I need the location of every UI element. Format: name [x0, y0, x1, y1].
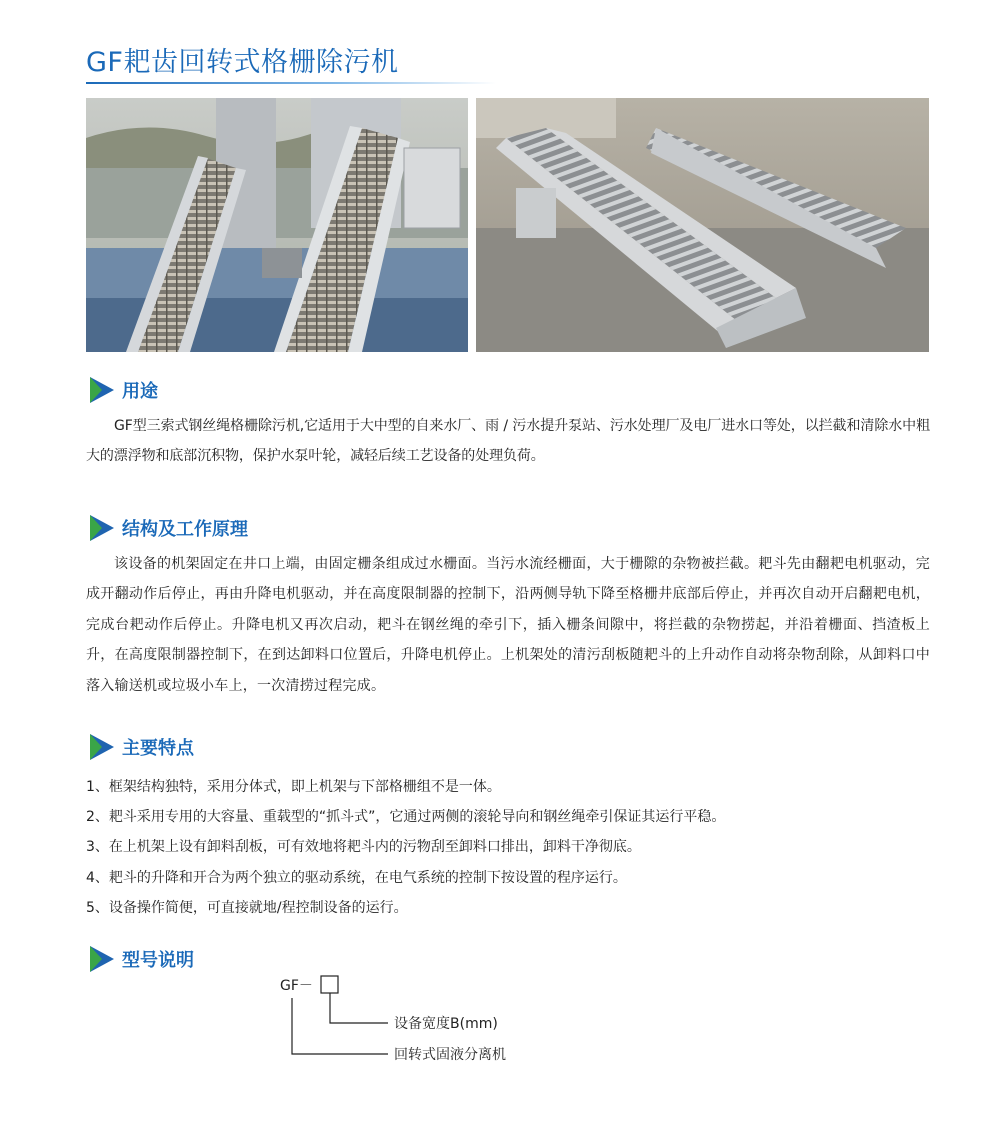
title-underline [86, 82, 496, 84]
model-label-width: 设备宽度B(mm) [394, 1016, 498, 1032]
triangle-arrow-icon [88, 515, 116, 541]
triangle-arrow-icon [88, 946, 116, 972]
heading-text: 型号说明 [122, 950, 194, 971]
section-heading-usage [88, 377, 158, 403]
model-code-box [321, 976, 338, 993]
product-photo-outdoor [86, 98, 468, 352]
heading-text: 用途 [122, 381, 158, 402]
list-item: 4、耙斗的升降和开合为两个独立的驱动系统，在电气系统的控制下按设置的程序运行。 [86, 869, 627, 886]
section-heading-features [88, 734, 194, 760]
triangle-arrow-icon [88, 734, 116, 760]
list-item: 3、在上机架上设有卸料刮板，可有效地将耙斗内的污物刮至卸料口排出，卸料干净彻底。 [86, 839, 641, 856]
features-list [86, 772, 930, 923]
list-item: 5、设备操作简便，可直接就地/程控制设备的运行。 [86, 899, 408, 916]
list-item: 1、框架结构独特，采用分体式，即上机架与下部格栅组不是一体。 [86, 779, 501, 795]
triangle-arrow-icon [88, 377, 116, 403]
model-label-type: 回转式固液分离机 [394, 1047, 506, 1063]
page-title: GF耙齿回转式格栅除污机 [86, 47, 399, 78]
principle-paragraph: 该设备的机架固定在井口上端，由固定栅条组成过水栅面。当污水流经栅面，大于栅隙的杂物被拦截。耙斗先由翻耙电机驱动，完成开翻动作后停止，再由升降电机驱动，并在高度限制器的控制下，沿两侧导轨下降至格栅井底部后停止，并再次自动开启翻耙电机，完成台耙动作后停止。升降电机又再次启动，耙斗在钢丝绳的牵引下，插入栅条间隙中，将拦截的杂物捞起，并沿着栅面、挡渣板上升，在高度限制器控制下，在到达卸料口位置后，升降电机停止。上机架处的清污刮板随耙斗的上升动作自动将杂物刮除，从卸料口中落入输送机或垃圾小车上，一次清捞过程完成。 [86, 556, 930, 694]
product-photo-factory [476, 98, 929, 352]
section-heading-model [88, 946, 194, 972]
connector-line-type [292, 998, 388, 1054]
heading-text: 结构及工作原理 [122, 519, 248, 540]
model-code-diagram [270, 968, 570, 1078]
heading-text: 主要特点 [122, 738, 194, 759]
list-item: 2、耙斗采用专用的大容量、重载型的“抓斗式”，它通过两侧的滚轮导向和钢丝绳牵引保证其运行平稳。 [86, 809, 726, 826]
usage-paragraph: GF型三索式钢丝绳格栅除污机,它适用于大中型的自来水厂、雨 / 污水提升泵站、污水处理厂及电厂进水口等处，以拦截和清除水中粗大的漂浮物和底部沉积物，保护水泵叶轮，减轻后续工艺设备的处理负荷。 [86, 418, 930, 465]
model-code-prefix: GF－ [280, 978, 313, 994]
connector-line-width [330, 993, 388, 1023]
section-heading-principle [88, 515, 248, 541]
